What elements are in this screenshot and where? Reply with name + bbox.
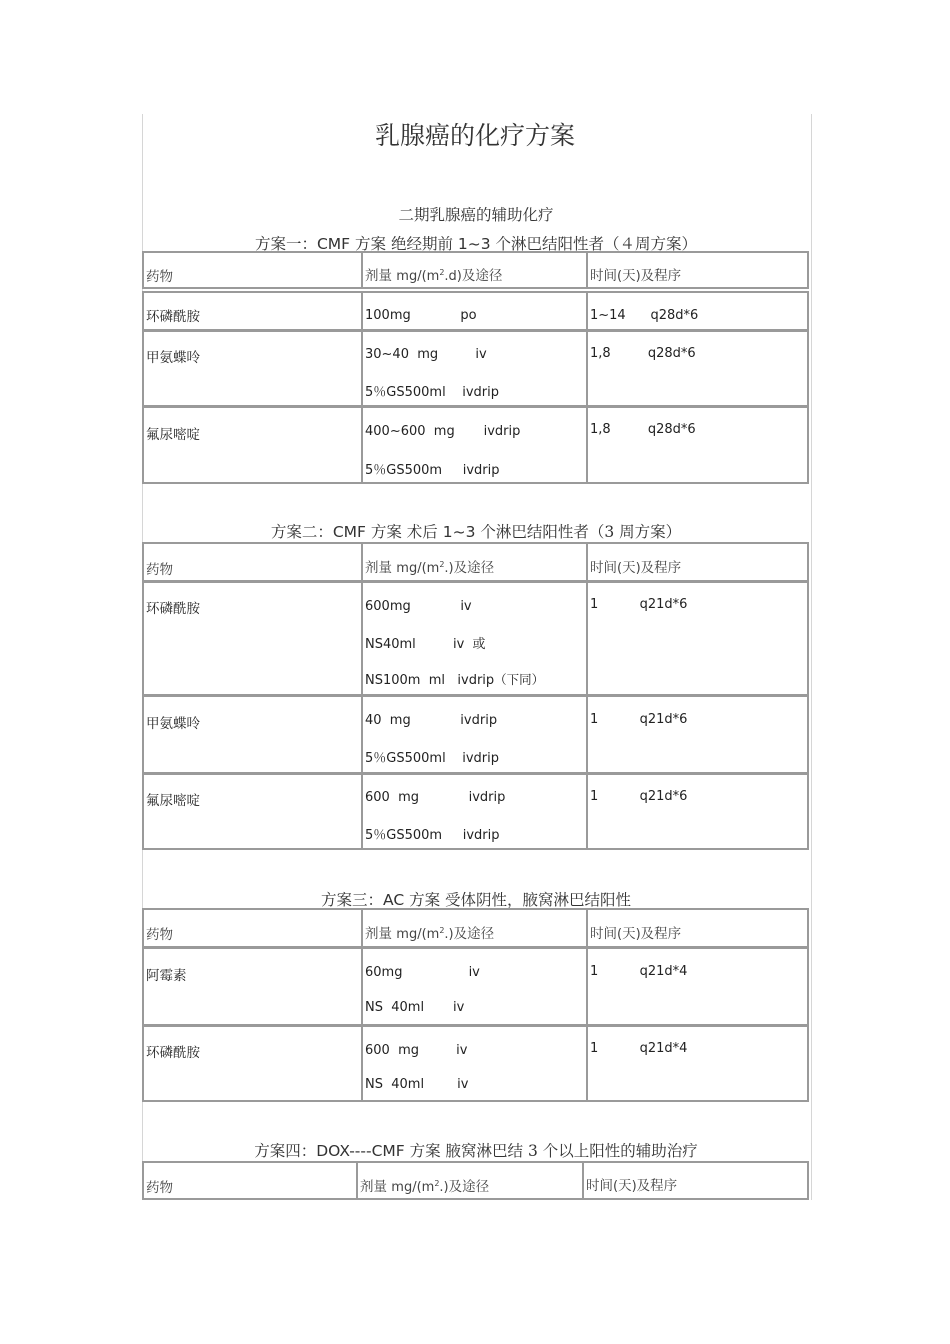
plan-2-row-3-drug: 氟尿嘧啶 [142, 773, 363, 850]
plan-4-heading: 方案四：DOX----CMF 方案 腋窝淋巴结 3 个以上阳性的辅助治疗 [254, 1142, 698, 1160]
plan-3-header-drug: 药物 [142, 908, 363, 948]
plan-2-row-3-time: 1 q21d*6 [586, 773, 809, 850]
plan-1-row-1-drug: 环磷酰胺 [142, 291, 363, 331]
plan-1-header-time: 时间(天)及程序 [586, 251, 809, 289]
plan-2-row-1-time: 1 q21d*6 [586, 581, 809, 696]
plan-1-row-2-dose: 30~40 mg iv 5％GS500ml ivdrip [361, 330, 588, 407]
plan-2-row-1-dose: 600mg iv NS40ml iv 或 NS100m ml ivdrip（下同） [361, 581, 588, 696]
plan-2-row-3-dose: 600 mg ivdrip 5％GS500m ivdrip [361, 773, 588, 850]
plan-3-row-1-drug: 阿霉素 [142, 947, 363, 1026]
plan-2-header-dose: 剂量 $mg/(m^2.)$及途径 [361, 542, 588, 582]
plan-2-header-drug: 药物 [142, 542, 363, 582]
plan-1-row-3-drug: 氟尿嘧啶 [142, 406, 363, 484]
plan-1-row-1-dose: 100mg po [361, 291, 588, 331]
plan-4-header-dose: 剂量 $mg/(m^2.)$及途径 [356, 1161, 584, 1200]
plan-1-header-drug: 药物 [142, 251, 363, 289]
plan-2-heading: 方案二：CMF 方案 术后 1~3 个淋巴结阳性者（3 周方案） [270, 523, 682, 541]
plan-4-header-drug: 药物 [142, 1161, 358, 1200]
plan-3-row-1-dose: 60mg iv NS 40ml iv [361, 947, 588, 1026]
plan-2-row-2-dose: 40 mg ivdrip 5％GS500ml ivdrip [361, 695, 588, 774]
plan-3-header-time: 时间(天)及程序 [586, 908, 809, 948]
plan-1-row-3-dose: 400~600 mg ivdrip 5％GS500m ivdrip [361, 406, 588, 484]
section-subtitle: 二期乳腺癌的辅助化疗 [398, 206, 554, 224]
plan-3-row-2-drug: 环磷酰胺 [142, 1025, 363, 1102]
plan-2-header-time: 时间(天)及程序 [586, 542, 809, 582]
plan-1-heading: 方案一：CMF 方案 绝经期前 1~3 个淋巴结阳性者（４周方案） [254, 235, 698, 253]
plan-3-row-2-dose: 600 mg iv NS 40ml iv [361, 1025, 588, 1102]
plan-1-row-3-time: 1,8 q28d*6 [586, 406, 809, 484]
plan-2-row-2-drug: 甲氨蝶呤 [142, 695, 363, 774]
plan-3-row-1-time: 1 q21d*4 [586, 947, 809, 1026]
plan-1-row-1-time: 1~14 q28d*6 [586, 291, 809, 331]
plan-3-row-2-time: 1 q21d*4 [586, 1025, 809, 1102]
plan-3-heading: 方案三：AC 方案 受体阴性，腋窝淋巴结阳性 [320, 891, 632, 909]
plan-2-row-1-drug: 环磷酰胺 [142, 581, 363, 696]
plan-3-header-dose: 剂量 $mg/(m^2.)$及途径 [361, 908, 588, 948]
document-title: 乳腺癌的化疗方案 [374, 121, 575, 150]
plan-1-row-2-drug: 甲氨蝶呤 [142, 330, 363, 407]
plan-1-header-dose: 剂量 $mg/(m^2.d)$及途径 [361, 251, 588, 289]
plan-4-header-time: 时间(天)及程序 [582, 1161, 809, 1200]
plan-2-row-2-time: 1 q21d*6 [586, 695, 809, 774]
plan-1-row-2-time: 1,8 q28d*6 [586, 330, 809, 407]
